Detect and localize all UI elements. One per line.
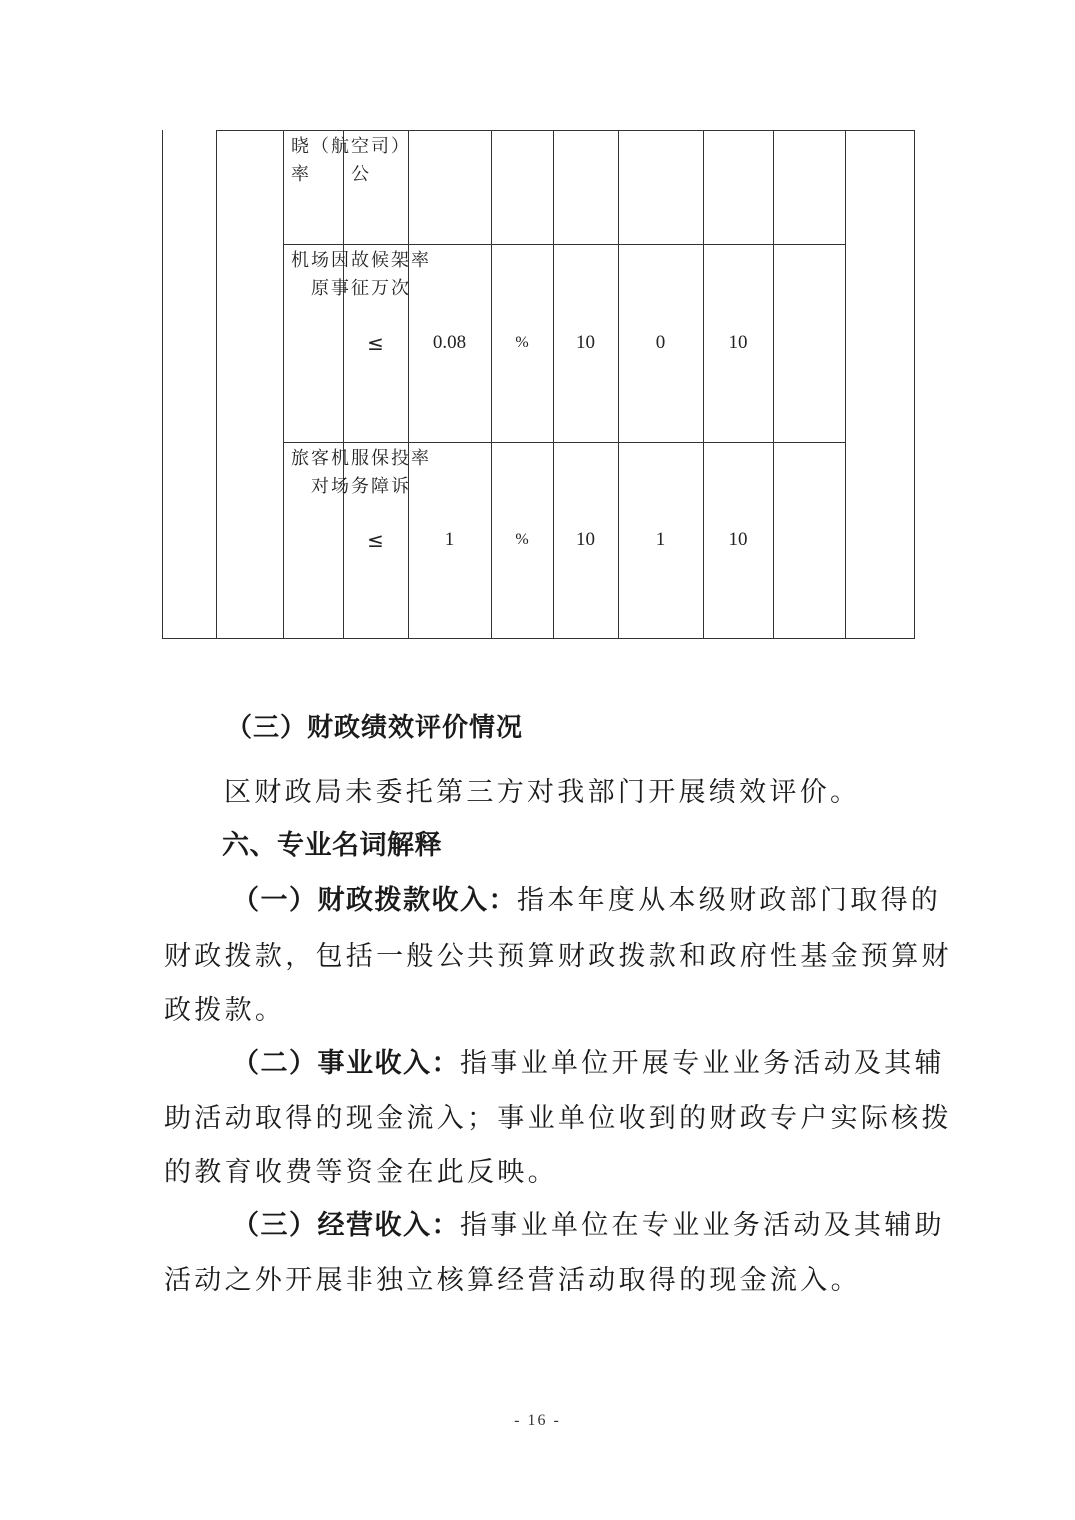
glossary-term: （三）经营收入：: [232, 1210, 460, 1241]
fiscal-evaluation-body: 区财政局未委托第三方对我部门开展绩效评价。: [224, 777, 861, 808]
glossary-definition-line: 指事业单位开展专业业务活动及其辅: [460, 1048, 945, 1079]
indicator-name-line: 架次: [391, 250, 411, 300]
indicator-name-line: 客对: [311, 448, 331, 498]
glossary-definition-line: 指事业单位在专业业务活动及其辅助: [460, 1210, 945, 1241]
table-col-divider: [773, 130, 774, 639]
indicator-name-line: （航: [311, 136, 351, 157]
glossary-item-operating-income: [232, 1203, 945, 1242]
section-heading-fiscal-evaluation: （三）财政绩效评价情况: [226, 713, 524, 743]
indicator-name-cell: [283, 130, 411, 244]
indicator-name-cell: [283, 244, 431, 442]
glossary-definition-line: 指本年度从本级财政部门取得的: [517, 885, 942, 916]
table-col-divider: [845, 130, 846, 639]
glossary-definition-line: 活动之外开展非独立核算经营活动取得的现金流入。: [164, 1265, 861, 1296]
indicator-name-line: 场原: [311, 250, 331, 300]
glossary-term: （二）事业收入：: [232, 1048, 460, 1079]
section-heading-glossary: 六、专业名词解释: [222, 830, 442, 861]
indicator-name-line: 率: [411, 448, 431, 469]
indicator-name-line: 空公: [351, 136, 371, 186]
glossary-item-business-income: [232, 1041, 945, 1080]
indicator-name-line: 故征: [351, 250, 371, 300]
target-value-cell: 0.08: [432, 332, 467, 353]
unit-cell: %: [515, 531, 529, 548]
glossary-definition-line: 财政拨款，包括一般公共预算财政拨款和政府性基金预算财: [164, 941, 952, 972]
table-border-left: [162, 130, 163, 639]
glossary-term: （一）财政拨款收入：: [232, 885, 517, 916]
indicator-name-cell: [283, 442, 431, 638]
unit-cell: %: [515, 334, 529, 351]
score-cell: 10: [728, 332, 748, 353]
indicator-name-line: 率: [411, 250, 431, 271]
operator-cell: ≤: [367, 331, 384, 355]
weight-cell: 10: [576, 529, 595, 550]
indicator-name-line: 旅: [291, 448, 311, 469]
indicator-name-line: 机: [291, 250, 311, 271]
page-number: - 16 -: [514, 1412, 561, 1429]
indicator-name-line: 因事: [331, 250, 351, 300]
target-value-cell: 1: [444, 529, 455, 550]
indicator-name-line: 机场: [331, 448, 351, 498]
glossary-definition-line: 的教育收费等资金在此反映。: [164, 1157, 558, 1188]
glossary-item-fiscal-appropriation: [232, 878, 941, 917]
indicator-name-line: 晓率: [291, 136, 311, 186]
glossary-definition-line: 助活动取得的现金流入；事业单位收到的财政专户实际核拨: [164, 1103, 952, 1134]
indicator-name-line: 候万: [371, 250, 391, 300]
actual-value-cell: 1: [655, 529, 666, 550]
operator-cell: ≤: [367, 528, 384, 552]
table-border-right: [914, 130, 915, 639]
indicator-name-line: 保障: [371, 448, 391, 498]
performance-indicator-table: [162, 130, 915, 639]
score-cell: 10: [728, 529, 748, 550]
indicator-name-line: 服务: [351, 448, 371, 498]
glossary-definition-line: 政拨款。: [164, 995, 286, 1026]
indicator-name-line: 投诉: [391, 448, 411, 498]
table-border-bottom: [162, 638, 915, 639]
weight-cell: 10: [576, 332, 595, 353]
table-col-divider: [216, 130, 217, 639]
indicator-name-line: 司）: [371, 136, 411, 157]
actual-value-cell: 0: [655, 332, 666, 353]
